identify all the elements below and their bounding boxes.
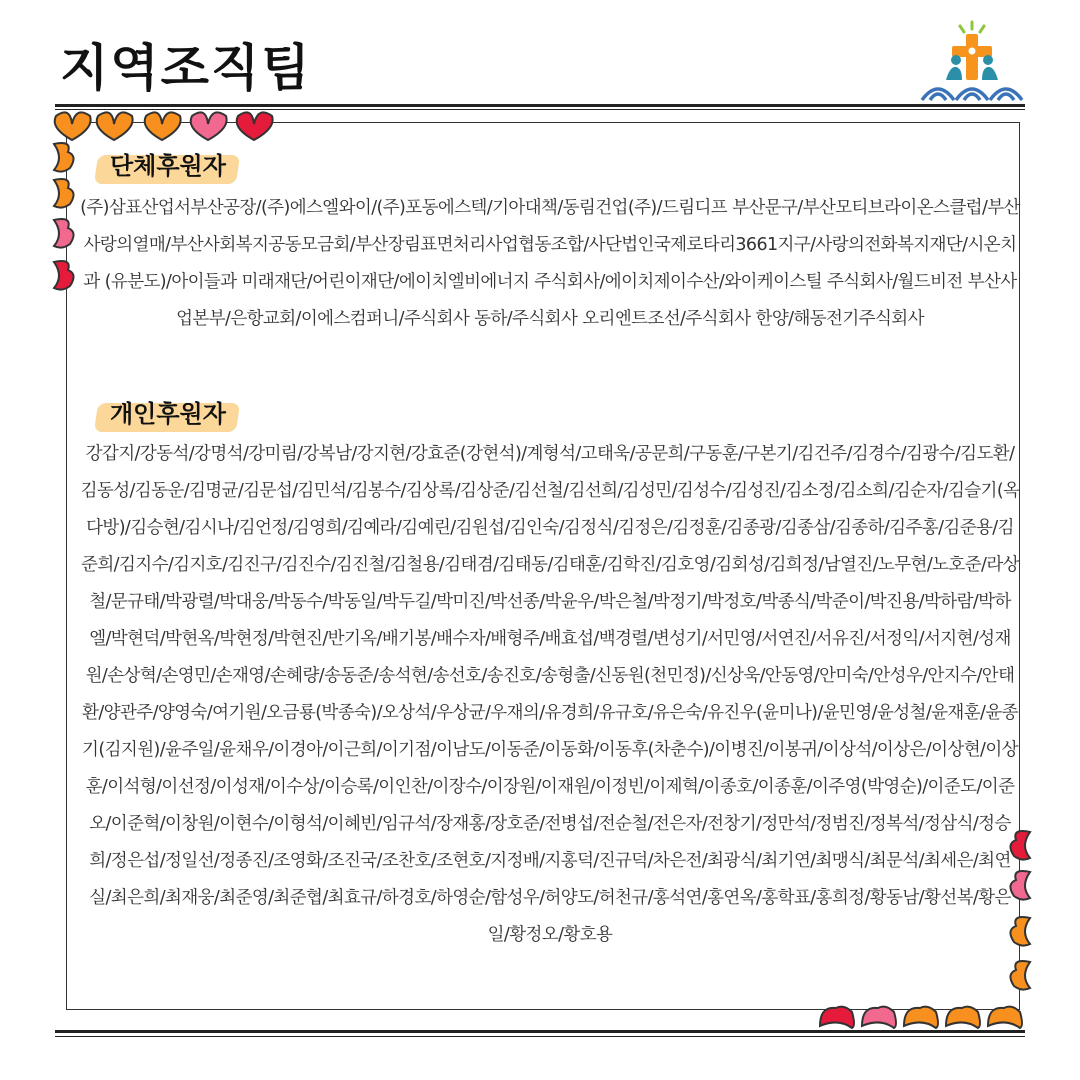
heart-border-bottom	[816, 1002, 1032, 1030]
heart-border-left	[48, 140, 80, 310]
footer-rule-bottom	[55, 1036, 1025, 1037]
footer-rule-top	[55, 1030, 1025, 1033]
individual-donors-list: 강갑지/강동석/강명석/강미림/강복남/강지현/강효준(강현석)/계형석/고태욱/공문희/구동훈/구본기/김건주/김경수/김광수/김도환/김동성/김동운/김명균/김문섭/김민석/김봉수/김상록/김상준/김선철/김선희/김성민/김성수/김성진/김소정/김소희/김순자/김슬기(옥다방)/김승현/김시나/김언정/김영희/김예라/김예린/김원섭/김인숙/김정식/김정은/김정훈/김종광/김종삼/김종하/김주홍/김준용/김준희/김지수/김지호/김진구/김진수/김진철/김철용/김태겸/김태동/김태훈/김학진/김호영/김회성/김희정/남열진/노무현/노호준/라상철/문규태/박광렬/박대웅/박동수/박동일/박두길/박미진/박선종/박윤우/박은철/박정기/박정호/박종식/박준이/박진용/박하람/박하엘/박현덕/박현옥/박현정/박현진/반기옥/배기봉/배수자/배형주/배효섭/백경렬/변성기/서민영/서연진/서유진/서정익/서지현/성재원/손상혁/손영민/손재영/손혜량/송동준/송석현/송선호/송진호/송형출/신동원(천민정)/신상욱/안동영/안미숙/안성우/안지수/안태환/양관주/양영숙/여기원/오금룡(박종숙)/오상석/우상균/우재의/유경희/유규호/유은숙/유진우(윤미나)/윤민영/윤성철/윤재훈/윤종기(김지원)/윤주일/윤채우/이경아/이근희/이기점/이남도/이동준/이동화/이동후(차춘수)/이병진/이봉귀/이상석/이상은/이상현/이상훈/이석형/이선정/이성재/이수상/이승록/이인찬/이장수/이장원/이재원/이정빈/이제혁/이종호/이종훈/이주영(박영순)/이준도/이준오/이준혁/이창원/이현수/이형석/이혜빈/임규석/장재홍/장호준/전병섭/전순철/전은자/전창기/정만석/정범진/정복석/정삼식/정승희/정은섭/정일선/정종진/조영화/조진국/조찬호/조현호/지정배/지홍덕/진규덕/차은전/최광식/최기연/최맹식/최문석/최세은/최연실/최은희/최재웅/최준영/최준협/최효규/하경호/하영순/함성우/허양도/허천규/홍석연/홍연옥/홍학표/홍희정/황동남/황선복/황은일/황정오/황호용	[80, 444, 1020, 945]
church-cross-logo-icon	[916, 20, 1028, 102]
title-rule-top	[55, 104, 1025, 107]
individual-donors-heading: 개인후원자	[94, 394, 236, 429]
page-title: 지역조직팀	[60, 39, 312, 97]
group-donors-list: (주)삼표산업서부산공장/(주)에스엘와이/(주)포동에스텍/기아대책/동림건업(주)/드림디프 부산문구/부산모티브라이온스클럽/부산사랑의열매/부산사회복지공동모금회/부산장림표면처리사업협동조합/사단법인국제로타리3661지구/사랑의전화복지재단/시온치과 (유분도)/아이들과 미래재단/어린이재단/에이치엘비에너지 주식회사/에이치제이수산/와이케이스틸 주식회사/월드비전 부산사업본부/은항교회/이에스컴퍼니/주식회사 동하/주식회사 오리엔트조선/주식회사 한양/해동전기주식회사	[80, 198, 1020, 329]
heart-border-top	[50, 108, 280, 142]
group-donors-heading: 단체후원자	[94, 146, 236, 181]
